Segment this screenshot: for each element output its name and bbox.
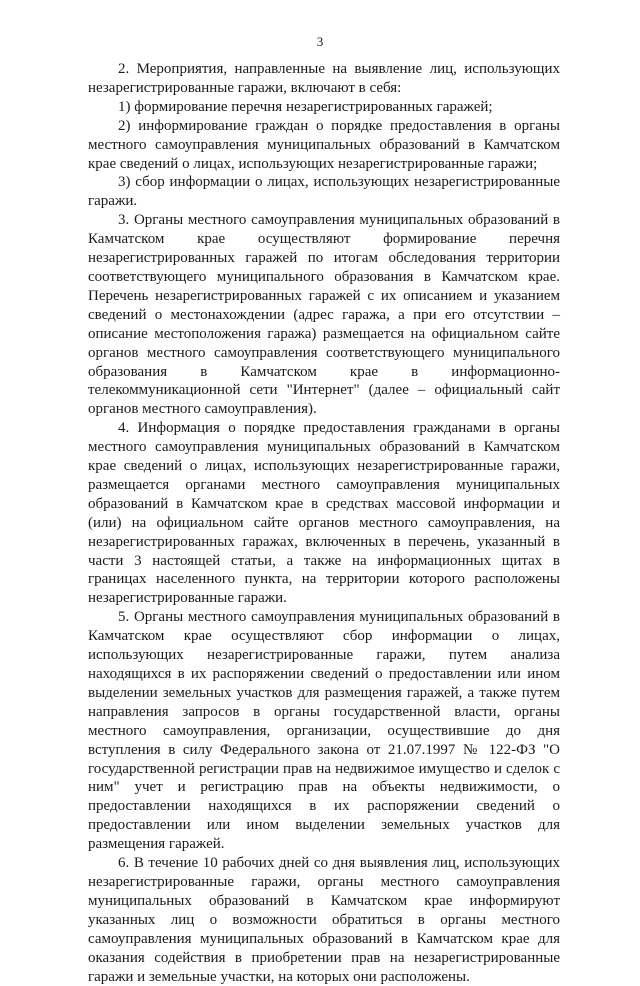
paragraph-measures-intro: 2. Мероприятия, направленные на выявление лиц, использующих незарегистрированные гаражи, включают в себя: [88,61,560,96]
paragraph-part-6: 6. В течение 10 рабочих дней со дня выявления лиц, использующих незарегистрированные гаражи, органы местного самоуправления муниципальных образований в Камчатском крае информируют указанных лиц о возможности обратиться в органы местного самоуправления муниципальных образований в Камчатском крае для оказания содействия в приобретении прав на незарегистрированные гаражи и земельные участки, на которых они расположены. [88,855,560,985]
list-item-2: 2) информирование граждан о порядке предоставления в органы местного самоуправления муниципальных образований в Камчатском крае сведений о лицах, использующих незарегистрированные гаражи; [88,117,560,172]
list-item-1: 1) формирование перечня незарегистрированных гаражей; [118,98,493,115]
document-body [88,60,560,986]
paragraph-part-4: 4. Информация о порядке предоставления гражданами в органы местного самоуправления муниципальных образований в Камчатском крае сведений о лицах, использующих незарегистрированные гаражи, размещается органами местного самоуправления муниципальных образований в Камчатском крае в средствах массовой информации и (или) на официальном сайте органов местного самоуправления, на незарегистрированных гаражах, включенных в перечень, указанный в части 3 настоящей статьи, а также на информационных щитах в границах населенного пункта, на территории которого расположены незарегистрированные гаражи. [88,420,560,607]
page-number: 3 [316,34,324,49]
paragraph-part-3: 3. Органы местного самоуправления муниципальных образований в Камчатском крае осуществляют формирование перечня незарегистрированных гаражей по итогам обследования территории соответствующего муниципального образования в Камчатском крае. Перечень незарегистрированных гаражей с их описанием и указанием сведений о местонахождении (адрес гаража, а при его отсутствии – описание местоположения гаража) размещается на официальном сайте органов местного самоуправления соответствующего муниципального образования в Камчатском крае в информационно-телекоммуникационной сети "Интернет" (далее – официальный сайт органов местного самоуправления). [88,212,560,418]
list-item-3: 3) сбор информации о лицах, использующих незарегистрированные гаражи. [88,174,560,210]
paragraph-part-5: 5. Органы местного самоуправления муниципальных образований в Камчатском крае осуществляют сбор информации о лицах, использующих незарегистрированные гаражи, путем анализа находящихся в их распоряжении сведений о предоставлении или ином выделении земельных участков для размещения гаражей, а также путем направления запросов в органы государственной власти, органы местного самоуправления, организации, осуществившие до дня вступления в силу Федерального закона от 21.07.1997 № 122-ФЗ "О государственной регистрации прав на недвижимое имущество и сделок с ним" учет и регистрацию прав на объекты недвижимости, о предоставлении находящихся в их распоряжении сведений о предоставлении или ином выделении земельных участков для размещения гаражей. [88,609,560,853]
